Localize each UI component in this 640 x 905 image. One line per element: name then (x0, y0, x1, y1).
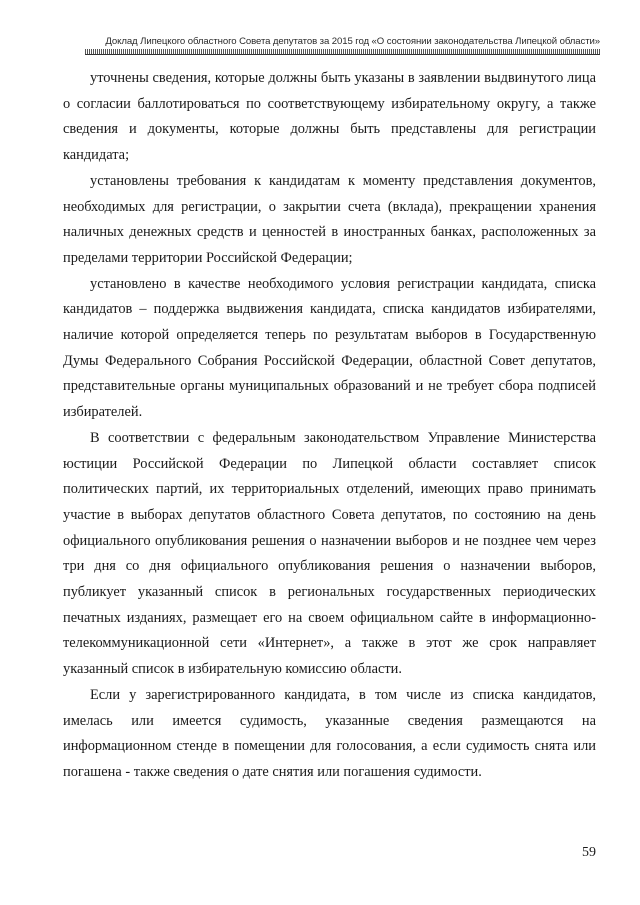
paragraph: установлено в качестве необходимого условия регистрации кандидата, списка кандидатов – поддержка выдвижения кандидата, списка кандидатов избирателями, наличие которой определяется теперь по результатам выборов в Государственную Думы Федерального Собрания Российской Федерации, областной Совет депутатов, представительные органы муниципальных образований и не требует сбора подписей избирателей. (63, 275, 596, 421)
header-divider (85, 49, 600, 55)
paragraph: Если у зарегистрированного кандидата, в том числе из списка кандидатов, имелась или имеется судимость, указанные сведения размещаются на информационном стенде в помещении для голосования, а если судимость снята или погашена - также сведения о дате снятия или погашения судимости. (63, 686, 596, 780)
page-number: 59 (582, 845, 596, 860)
document-body (63, 66, 596, 786)
running-header-title: Доклад Липецкого областного Совета депутатов за 2015 год «О состоянии законодательства Липецкой области» (105, 36, 600, 47)
page-header (85, 36, 600, 55)
paragraph: уточнены сведения, которые должны быть указаны в заявлении выдвинутого лица о согласии баллотироваться по соответствующему избирательному округу, а также сведения и документы, которые должны быть представлены для регистрации кандидата; (63, 70, 596, 164)
paragraph: установлены требования к кандидатам к моменту представления документов, необходимых для регистрации, о закрытии счета (вклада), прекращении хранения наличных денежных средств и ценностей в иностранных банках, расположенных за пределами территории Российской Федерации; (63, 172, 596, 266)
paragraph: В соответствии с федеральным законодательством Управление Министерства юстиции Российской Федерации по Липецкой области составляет список политических партий, их территориальных отделений, имеющих право принимать участие в выборах депутатов областного Совета депутатов, по состоянию на день официального опубликования решения о назначении выборов и не позднее чем через три дня со дня официального опубликования решения о назначении выборов, публикует указанный список в региональных государственных периодических печатных изданиях, размещает его на своем официальном сайте в информационно-телекоммуникационной сети «Интернет», а также в этот же срок направляет указанный список в избирательную комиссию области. (63, 429, 596, 678)
